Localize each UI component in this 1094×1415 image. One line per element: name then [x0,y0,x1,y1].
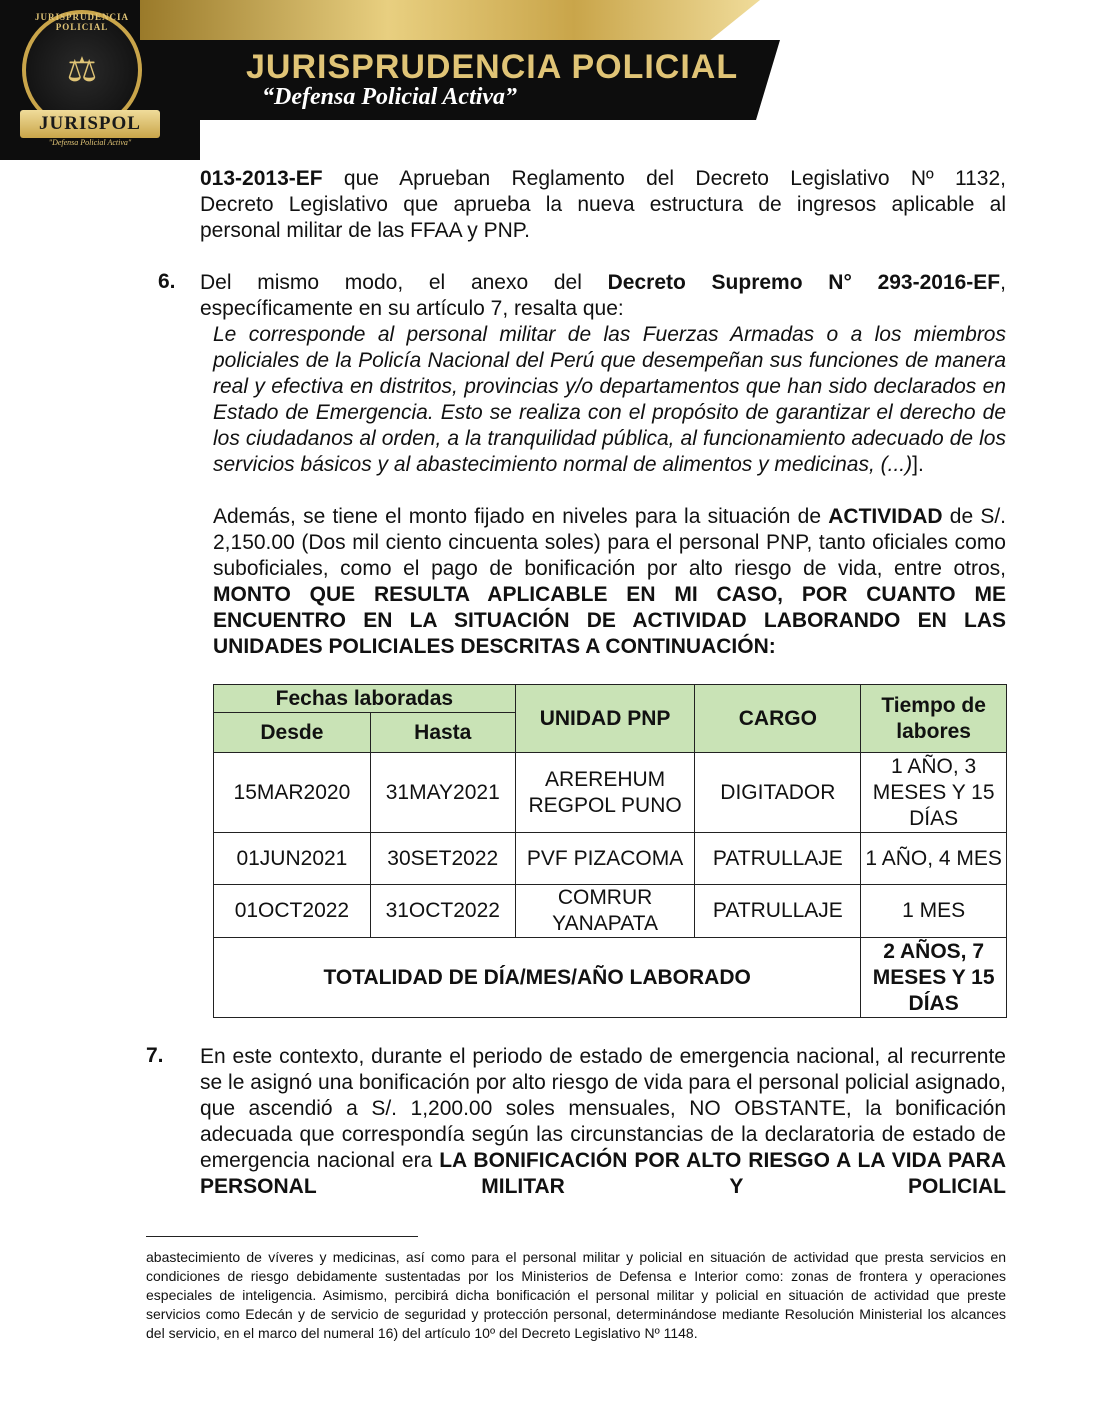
item-6-p2-activity: ACTIVIDAD [828,505,943,528]
total-label: TOTALIDAD DE DÍA/MES/AÑO LABORADO [214,938,861,1018]
item-6-decree: Decreto Supremo N° 293-2016-EF [607,271,1001,294]
item-6-line-2: específicamente en su artículo 7, resalta que: [200,297,624,320]
intro-decree-ref: 013-2013-EF [200,167,323,190]
item-6-lead [200,270,1006,296]
header-hasta: Hasta [370,713,515,753]
item-6-p2-b: de S/. 2,150.00 (Dos mil ciento cincuenta soles) para el personal PNP, tanto oficiales como suboficiales, como el pago de bonificación por alto riesgo de vida, entre otros, [213,505,1007,580]
item-7-emphasis: LA BONIFICACIÓN POR ALTO RIESGO A LA VIDA PARA PERSONAL MILITAR Y POLICIAL [200,1149,1007,1198]
item-7-paragraph [200,1044,1006,1200]
brand-title: JURISPRUDENCIA POLICIAL [246,48,739,86]
cell-cargo: PATRULLAJE [695,833,861,885]
cell-desde: 01JUN2021 [214,833,371,885]
cell-desde: 01OCT2022 [214,885,371,938]
cell-cargo: DIGITADOR [695,753,861,833]
total-value: 2 AÑOS, 7 MESES Y 15 DÍAS [861,938,1007,1018]
logo-plaque: JURISPOL [20,110,160,138]
table-row [214,833,1007,885]
item-6-p2-a: Además, se tiene el monto fijado en niveles para la situación de [213,505,829,528]
cell-hasta: 30SET2022 [370,833,515,885]
item-6-p2-emphasis: MONTO QUE RESULTA APLICABLE EN MI CASO, POR CUANTO ME ENCUENTRO EN LA SITUACIÓN DE ACTIVIDAD LABORANDO EN LAS UNIDADES POLICIALES DESCRITAS A CONTINUACIÓN: [213,583,1006,658]
intro-line-1-text: que Aprueban Reglamento del Decreto Legislativo Nº 1132, [322,167,1006,190]
item-7-text: En este contexto, durante el periodo de estado de emergencia nacional, al recurrente se le asignó una bonificación por alto riesgo de vida para el personal policial asignado, que ascendió a S/. 1,200.00 soles mensuales, NO OBSTANTE, la bonificación adecuada que correspondía según las circunstancias de la declaratoria de estado de emergencia nacional era [200,1045,1006,1172]
table-header-row-1 [214,685,1007,713]
item-6-lead-end: , [1000,271,1006,294]
item-6-quote-end: ]. [912,453,924,476]
cell-desde: 15MAR2020 [214,753,371,833]
table-row [214,753,1007,833]
logo-ring-text: JURISPRUDENCIA POLICIAL [34,12,129,32]
intro-line-3: personal militar de las FFAA y PNP. [200,219,530,242]
footnote-text: abastecimiento de víveres y medicinas, así como para el personal militar y policial en situación de actividad que presta servicios en condiciones de riesgo debidamente sustentadas por los Ministerios de Defensa e Interior como: zonas de frontera y operaciones especiales de inteligencia. Asimismo, percibirá dicha bonificación el personal militar y policial en situación de actividad que preste servicios como Edecán y de servicio de seguridad y protección personal, determinándose mediante Resolución Ministerial los alcances del servicio, en el marco del numeral 16) del artículo 10º del Decreto Legislativo Nº 1148. [146,1249,1006,1341]
cell-tiempo: 1 MES [861,885,1007,938]
intro-line-1 [200,166,1006,192]
service-table [213,684,1007,1018]
header-fechas: Fechas laboradas [214,685,516,713]
item-7-number: 7. [146,1044,164,1067]
header-tiempo: Tiempo de labores [861,685,1007,753]
cell-unidad: PVF PIZACOMA [515,833,695,885]
item-6-lead-text: Del mismo modo, el anexo del [200,271,608,294]
footnote-divider [146,1236,418,1237]
table-row [214,885,1007,938]
cell-tiempo: 1 AÑO, 3 MESES Y 15 DÍAS [861,753,1007,833]
cell-unidad: COMRUR YANAPATA [515,885,695,938]
cell-tiempo: 1 AÑO, 4 MES [861,833,1007,885]
brand-subtitle: “Defensa Policial Activa” [262,84,518,110]
document-header [0,0,1094,160]
cell-cargo: PATRULLAJE [695,885,861,938]
cell-hasta: 31MAY2021 [370,753,515,833]
cell-hasta: 31OCT2022 [370,885,515,938]
item-6-number: 6. [158,270,176,293]
item-6-quote [213,322,1006,478]
item-6-quote-text: Le corresponde al personal militar de las Fuerzas Armadas o a los miembros policiales de la Policía Nacional del Perú que desempeñan sus funciones de manera real y efectiva en distritos, provincias y/o departamentos que han sido declarados en Estado de Emergencia. Esto se realiza con el propósito de garantizar el derecho de los ciudadanos al orden, a la tranquilidad pública, al funcionamiento adecuado de los servicios básicos y al abastecimiento normal de alimentos y medicinas, (...) [213,323,1006,476]
header-desde: Desde [214,713,371,753]
header-unidad: UNIDAD PNP [515,685,695,753]
logo-motto: "Defensa Policial Activa" [48,138,132,147]
header-gold-band [140,0,760,40]
intro-line-2: Decreto Legislativo que aprueba la nueva estructura de ingresos aplicable al [200,193,1006,216]
cell-unidad: AREREHUM REGPOL PUNO [515,753,695,833]
header-cargo: CARGO [695,685,861,753]
table-total-row [214,938,1007,1018]
item-6-paragraph-2 [213,504,1006,660]
scales-of-justice-icon: ⚖ [66,51,98,89]
